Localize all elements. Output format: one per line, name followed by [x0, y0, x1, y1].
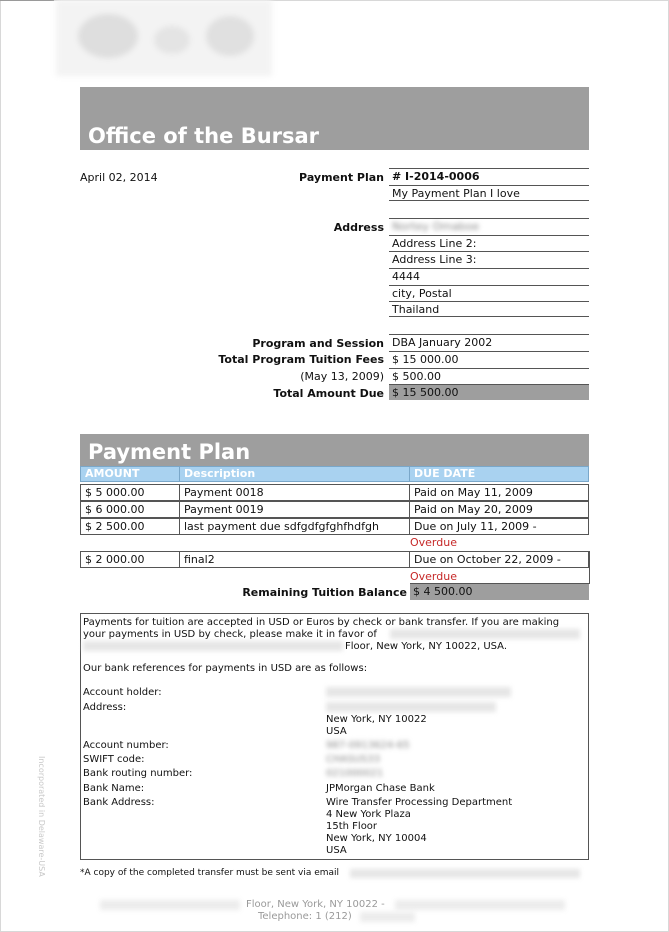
footer-telephone: Telephone: 1 (212) [258, 911, 352, 922]
total-fees-label: Total Program Tuition Fees [218, 353, 384, 366]
transfer-note: *A copy of the completed transfer must be sent via email [80, 868, 340, 878]
swift-label: SWIFT code: [83, 754, 145, 765]
table-row-description: Payment 0018 [179, 484, 410, 501]
address-postal: 4444 [389, 268, 589, 284]
routing-value: 021000021 [326, 768, 384, 779]
bank-address-label: Bank Address: [83, 797, 155, 808]
table-row-description: Payment 0019 [179, 501, 410, 518]
table-row-amount: $ 2 500.00 [80, 518, 180, 535]
program-session-label: Program and Session [252, 337, 384, 350]
total-fees-value: $ 15 000.00 [389, 351, 589, 367]
address-country-text: USA [326, 726, 347, 737]
table-row-amount: $ 6 000.00 [80, 501, 180, 518]
account-holder-label: Account holder: [83, 687, 162, 698]
total-due-value: $ 15 500.00 [389, 384, 589, 400]
fee-date-label: (May 13, 2009) [300, 370, 384, 383]
blurred-footer [360, 912, 415, 922]
remaining-balance-value: $ 4 500.00 [410, 584, 589, 600]
swift-value: CHASUS33 [326, 754, 381, 765]
account-number-label: Account number: [83, 740, 169, 751]
address-label: Address [333, 221, 384, 234]
document-date: April 02, 2014 [80, 171, 158, 184]
bank-address-line: 4 New York Plaza [326, 809, 411, 820]
overdue-label: Overdue [410, 536, 457, 549]
bank-intro-line1: Payments for tuition are accepted in USD or Euros by check or bank transfer. If you are making [83, 617, 560, 628]
overdue-label: Overdue [410, 570, 457, 583]
address-city: city, Postal [389, 285, 589, 301]
address-city-text: New York, NY 10022 [326, 714, 427, 725]
address-line3: Address Line 3: [389, 251, 589, 267]
bank-address-line: Wire Transfer Processing Department [326, 797, 513, 808]
address-line2: Address Line 2: [389, 235, 589, 251]
plan-name: My Payment Plan I love [389, 185, 589, 201]
column-due-date: DUE DATE [414, 467, 476, 480]
table-row-due: Paid on May 11, 2009 [409, 484, 589, 501]
table-row-due: Due on October 22, 2009 - [409, 551, 589, 568]
blurred-footer [100, 900, 240, 910]
blurred-address [326, 702, 496, 712]
bank-address-line: 15th Floor [326, 821, 378, 832]
program-session-value: DBA January 2002 [389, 334, 589, 350]
total-due-label: Total Amount Due [273, 387, 384, 400]
bank-refs: Our bank references for payments in USD are as follows: [83, 663, 368, 674]
remaining-balance-label: Remaining Tuition Balance [242, 586, 407, 599]
address-country: Thailand [389, 301, 589, 317]
table-row-description: final2 [179, 551, 410, 568]
table-row-amount: $ 5 000.00 [80, 484, 180, 501]
bank-name-label: Bank Name: [83, 783, 145, 794]
table-row-amount: $ 2 000.00 [80, 551, 180, 568]
blurred-account-holder [326, 687, 511, 697]
blurred-email [350, 869, 580, 878]
bank-address-line: New York, NY 10004 [326, 833, 427, 844]
payment-plan-label: Payment Plan [299, 171, 384, 184]
bank-address-field-label: Address: [83, 702, 127, 713]
address-name: Nortey Omaboe [389, 218, 589, 234]
blurred-footer [395, 900, 565, 910]
bank-name-value: JPMorgan Chase Bank [326, 783, 435, 794]
table-row-description: last payment due sdfgdfgfghfhdfgh [179, 518, 410, 535]
corner-line [0, 0, 54, 1]
table-row-due: Due on July 11, 2009 - [409, 518, 589, 535]
blurred-text [390, 629, 580, 639]
table-header [80, 466, 589, 482]
bank-address-line: USA [326, 845, 347, 856]
column-description: Description [184, 467, 256, 480]
blurred-logo [56, 0, 272, 76]
page-title: Office of the Bursar [88, 124, 320, 148]
account-number-value: 987-0913624-65 [326, 740, 410, 751]
blurred-text [83, 641, 343, 651]
incorporation-side-text: Incorporated in Delaware-USA [37, 756, 46, 877]
plan-number: # I-2014-0006 [389, 168, 589, 184]
payment-plan-title: Payment Plan [88, 440, 251, 464]
bank-intro-line2: your payments in USD by check, please make it in favor of [83, 629, 377, 640]
table-row-due: Paid on May 20, 2009 [409, 501, 589, 518]
fee-amount-value: $ 500.00 [389, 368, 589, 384]
bank-intro-line3: Floor, New York, NY 10022, USA. [345, 641, 508, 652]
column-amount: AMOUNT [85, 467, 140, 480]
routing-label: Bank routing number: [83, 768, 193, 779]
footer-address: Floor, New York, NY 10022 - [246, 899, 385, 910]
